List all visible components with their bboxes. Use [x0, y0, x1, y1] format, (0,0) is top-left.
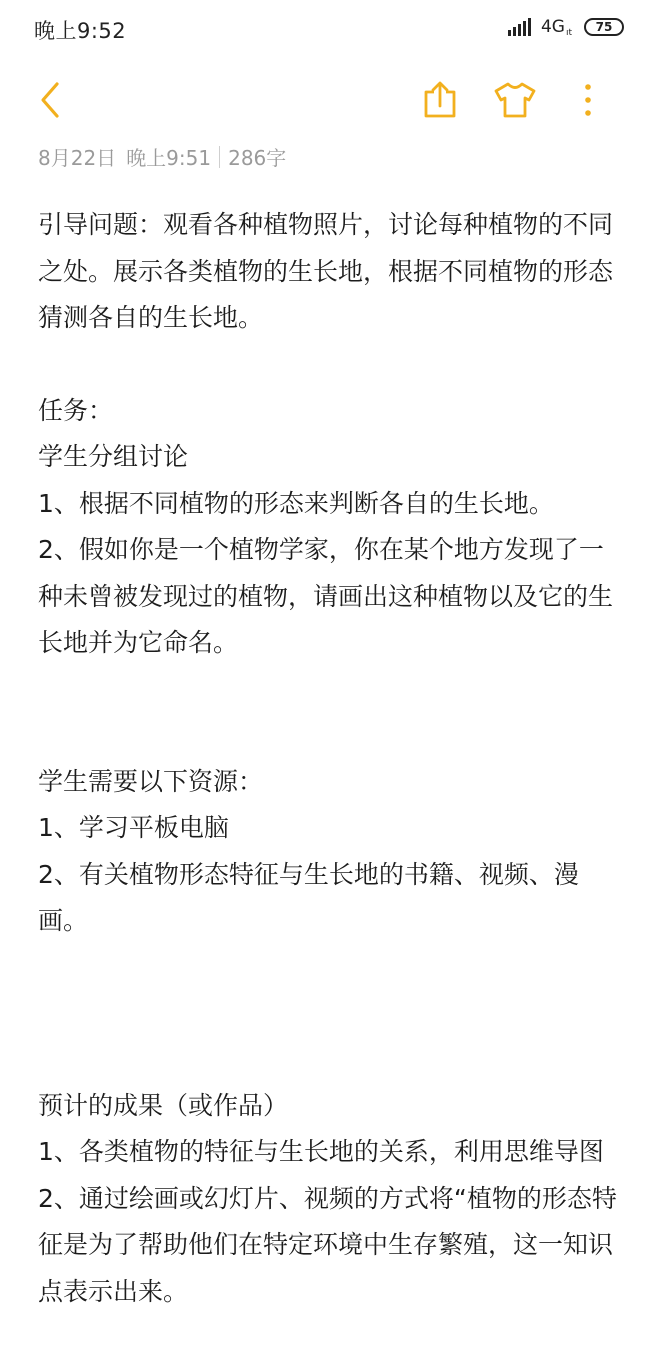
- note-line: 2、假如你是一个植物学家，你在某个地方发现了一种未曾被发现过的植物，请画出这种植物以及它的生长地并为它命名。: [38, 535, 614, 657]
- blank-line: [38, 945, 618, 1083]
- note-line: 1、根据不同植物的形态来判断各自的生长地。: [38, 488, 554, 518]
- note-line: 2、通过绘画或幻灯片、视频的方式将“植物的形态特征是为了帮助他们在特定环境中生存繁殖，这一知识点表示出来。: [38, 1183, 617, 1306]
- status-time: 晚上9:52: [34, 19, 127, 43]
- note-meta: [38, 142, 286, 171]
- note-toolbar: [0, 66, 650, 130]
- note-date: 8月22日: [38, 146, 117, 170]
- blank-line: [38, 342, 618, 388]
- back-button[interactable]: [30, 78, 74, 122]
- note-heading: 学生需要以下资源：: [38, 766, 264, 796]
- note-heading: 任务：: [38, 395, 114, 425]
- signal-icon: [508, 18, 533, 36]
- note-content[interactable]: [38, 202, 618, 1315]
- share-button[interactable]: [418, 78, 462, 122]
- note-heading: 预计的成果（或作品）: [38, 1090, 289, 1120]
- note-time: 晚上9:51: [126, 146, 212, 170]
- network-type: 4G: [540, 17, 565, 37]
- meta-divider: [219, 146, 220, 168]
- blank-line: [38, 667, 618, 759]
- network-activity: ıt: [565, 28, 572, 38]
- note-line: 1、学习平板电脑: [38, 813, 229, 842]
- share-icon: [418, 78, 462, 122]
- note-paragraph: 引导问题：观看各种植物照片，讨论每种植物的不同之处。展示各类植物的生长地，根据不同植物的形态猜测各自的生长地。: [38, 210, 614, 332]
- more-vertical-icon: [570, 78, 606, 122]
- note-line: 1、各类植物的特征与生长地的关系，利用思维导图: [38, 1137, 604, 1166]
- theme-button[interactable]: [492, 78, 538, 122]
- more-button[interactable]: [570, 78, 606, 122]
- battery-icon: [584, 18, 624, 36]
- note-line: 学生分组讨论: [38, 442, 189, 471]
- tshirt-theme-icon: [492, 78, 538, 122]
- network-label: [541, 17, 572, 37]
- note-line: 2、有关植物形态特征与生长地的书籍、视频、漫画。: [38, 859, 579, 935]
- battery-level: 75: [595, 20, 613, 34]
- status-bar: [0, 0, 650, 60]
- word-count: 286字: [228, 146, 287, 170]
- status-indicators: [508, 17, 624, 37]
- back-chevron-icon: [30, 78, 74, 122]
